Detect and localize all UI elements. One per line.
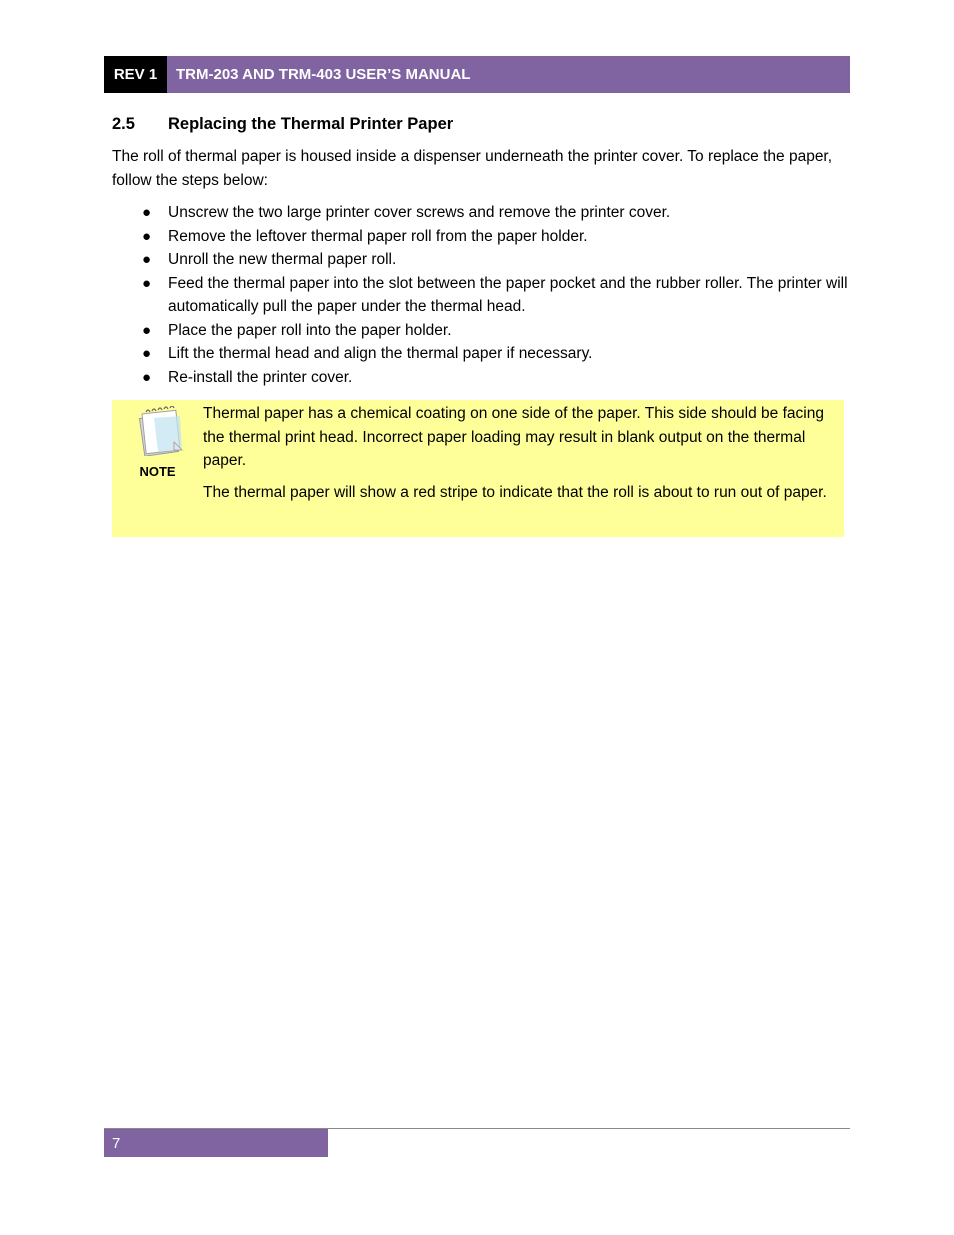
page-number: 7 xyxy=(104,1129,328,1157)
bullet-icon: ● xyxy=(142,204,152,221)
step-text: Re-install the printer cover. xyxy=(168,368,353,386)
step-text: Place the paper roll into the paper holder. xyxy=(168,321,452,339)
section-title: Replacing the Thermal Printer Paper xyxy=(168,115,454,133)
note-text xyxy=(203,402,843,512)
step-text: Lift the thermal head and align the thermal paper if necessary. xyxy=(168,345,593,362)
step-text: Unroll the new thermal paper roll. xyxy=(168,251,397,268)
manual-title: TRM-203 AND TRM-403 USER’S MANUAL xyxy=(167,56,850,93)
bullet-icon: ● xyxy=(142,274,152,292)
bullet-icon: ● xyxy=(142,368,152,386)
list-item xyxy=(112,342,848,366)
step-text: Feed the thermal paper into the slot between the paper pocket and the rubber roller. The printer will automatically pull the paper under the thermal head. xyxy=(168,274,848,315)
note-paragraph: The thermal paper will show a red stripe to indicate that the roll is about to run out of paper. xyxy=(203,483,827,501)
page-header xyxy=(104,56,850,93)
bullet-icon: ● xyxy=(142,321,152,339)
note-label: NOTE xyxy=(139,464,176,479)
bullet-icon: ● xyxy=(142,227,152,245)
revision-label: REV 1 xyxy=(104,56,167,93)
step-text: Unscrew the two large printer cover screws and remove the printer cover. xyxy=(168,204,671,221)
list-item xyxy=(112,248,848,272)
step-text: Remove the leftover thermal paper roll from the paper holder. xyxy=(168,227,588,245)
list-item xyxy=(112,225,848,249)
section-number: 2.5 xyxy=(112,115,135,133)
notepad-icon xyxy=(134,406,188,456)
list-item xyxy=(112,366,848,390)
bullet-icon: ● xyxy=(142,251,152,268)
note-paragraph: Thermal paper has a chemical coating on one side of the paper. This side should be facing the thermal print head. Incorrect paper loading may result in blank output on the thermal paper. xyxy=(203,405,824,469)
note-box xyxy=(112,400,844,537)
list-item xyxy=(112,272,848,319)
section-heading xyxy=(112,115,453,134)
list-item xyxy=(112,319,848,343)
bullet-icon: ● xyxy=(142,345,152,362)
intro-paragraph: The roll of thermal paper is housed inside a dispenser underneath the printer cover. To replace the paper, follow the steps below: xyxy=(112,148,833,189)
list-item xyxy=(112,201,848,225)
steps-list xyxy=(112,201,848,389)
